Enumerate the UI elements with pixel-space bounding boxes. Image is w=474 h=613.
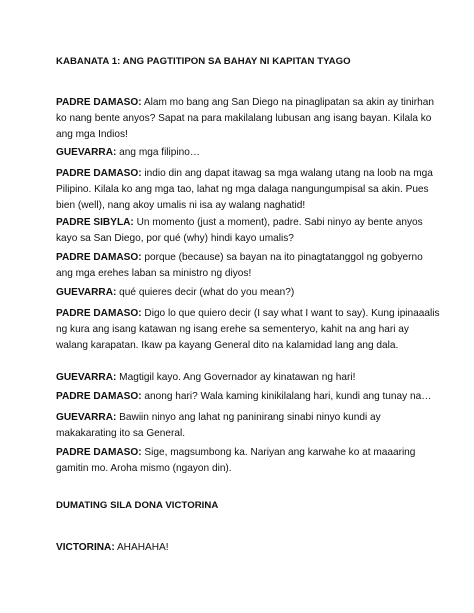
dialogue-line <box>56 389 440 405</box>
chapter-heading: KABANATA 1: ANG PAGTITIPON SA BAHAY NI KAPITAN TYAGO <box>56 56 351 67</box>
speaker-name: GUEVARRA: <box>56 147 117 158</box>
dialogue-line <box>56 540 440 556</box>
dialogue-text: anong hari? Wala kaming kinikilalang hari, kundi ang tunay na… <box>141 391 432 402</box>
speaker-name: GUEVARRA: <box>56 287 117 298</box>
dialogue-text: Sige, magsumbong ka. Nariyan ang karwahe ko at maaaring gamitin mo. Aroha mismo (ngayon din). <box>56 447 416 474</box>
dialogue-text: qué quieres decir (what do you mean?) <box>116 287 295 298</box>
dialogue-text: ang mga filipino… <box>116 147 200 158</box>
speaker-name: PADRE DAMASO: <box>56 308 142 319</box>
speaker-name: PADRE DAMASO: <box>56 97 142 108</box>
speaker-name: PADRE DAMASO: <box>56 447 142 458</box>
dialogue-line <box>56 215 440 247</box>
dialogue-text: Bawiin ninyo ang lahat ng paninirang sinabi ninyo kundi ay makakarating ito sa General. <box>56 412 381 439</box>
dialogue-text: Digo lo que quiero decir (I say what I want to say). Kung ipinaaalis ng kura ang isang katawan ng isang erehe sa sementeryo, kahit na ang hari ay walang karapatan. Ikaw pa kayang General dito na kalamidad lang ang dala. <box>56 308 440 351</box>
dialogue-line <box>56 370 440 386</box>
scene-heading: DUMATING SILA DONA VICTORINA <box>56 500 219 511</box>
dialogue-text: indio din ang dapat itawag sa mga walang utang na loob na mga Pilipino. Kilala ko ang mga tao, lahat ng mga dalaga nangungumpisal sa akin. Pues bien (well), nang akoy umalis ni isa ay walang naghatid! <box>56 168 433 211</box>
speaker-name: GUEVARRA: <box>56 412 117 423</box>
dialogue-line <box>56 166 440 213</box>
dialogue-text: porque (because) sa bayan na ito pinagtatanggol ng gobyerno ang mga erehes laban sa ministro ng diyos! <box>56 252 423 279</box>
speaker-name: GUEVARRA: <box>56 372 117 383</box>
speaker-name: PADRE DAMASO: <box>56 168 142 179</box>
dialogue-line <box>56 445 440 477</box>
speaker-name: VICTORINA: <box>56 542 115 553</box>
dialogue-line <box>56 145 440 161</box>
dialogue-line <box>56 95 440 142</box>
dialogue-line <box>56 410 440 442</box>
dialogue-text: Alam mo bang ang San Diego na pinaglipatan sa akin ay tinirhan ko nang bente anyos? Sapat na para makilalang lubusan ang isang bayan. Kilala ko ang mga Indios! <box>56 97 434 140</box>
dialogue-line <box>56 285 440 301</box>
dialogue-text: Magtigil kayo. Ang Governador ay kinatawan ng hari! <box>116 372 356 383</box>
speaker-name: PADRE DAMASO: <box>56 252 142 263</box>
dialogue-line <box>56 250 440 282</box>
dialogue-text: Un momento (just a moment), padre. Sabi ninyo ay bente anyos kayo sa San Diego, por qué (why) hindi kayo umalis? <box>56 217 423 244</box>
speaker-name: PADRE SIBYLA: <box>56 217 134 228</box>
speaker-name: PADRE DAMASO: <box>56 391 142 402</box>
dialogue-line <box>56 306 440 353</box>
dialogue-text: AHAHAHA! <box>114 542 169 553</box>
